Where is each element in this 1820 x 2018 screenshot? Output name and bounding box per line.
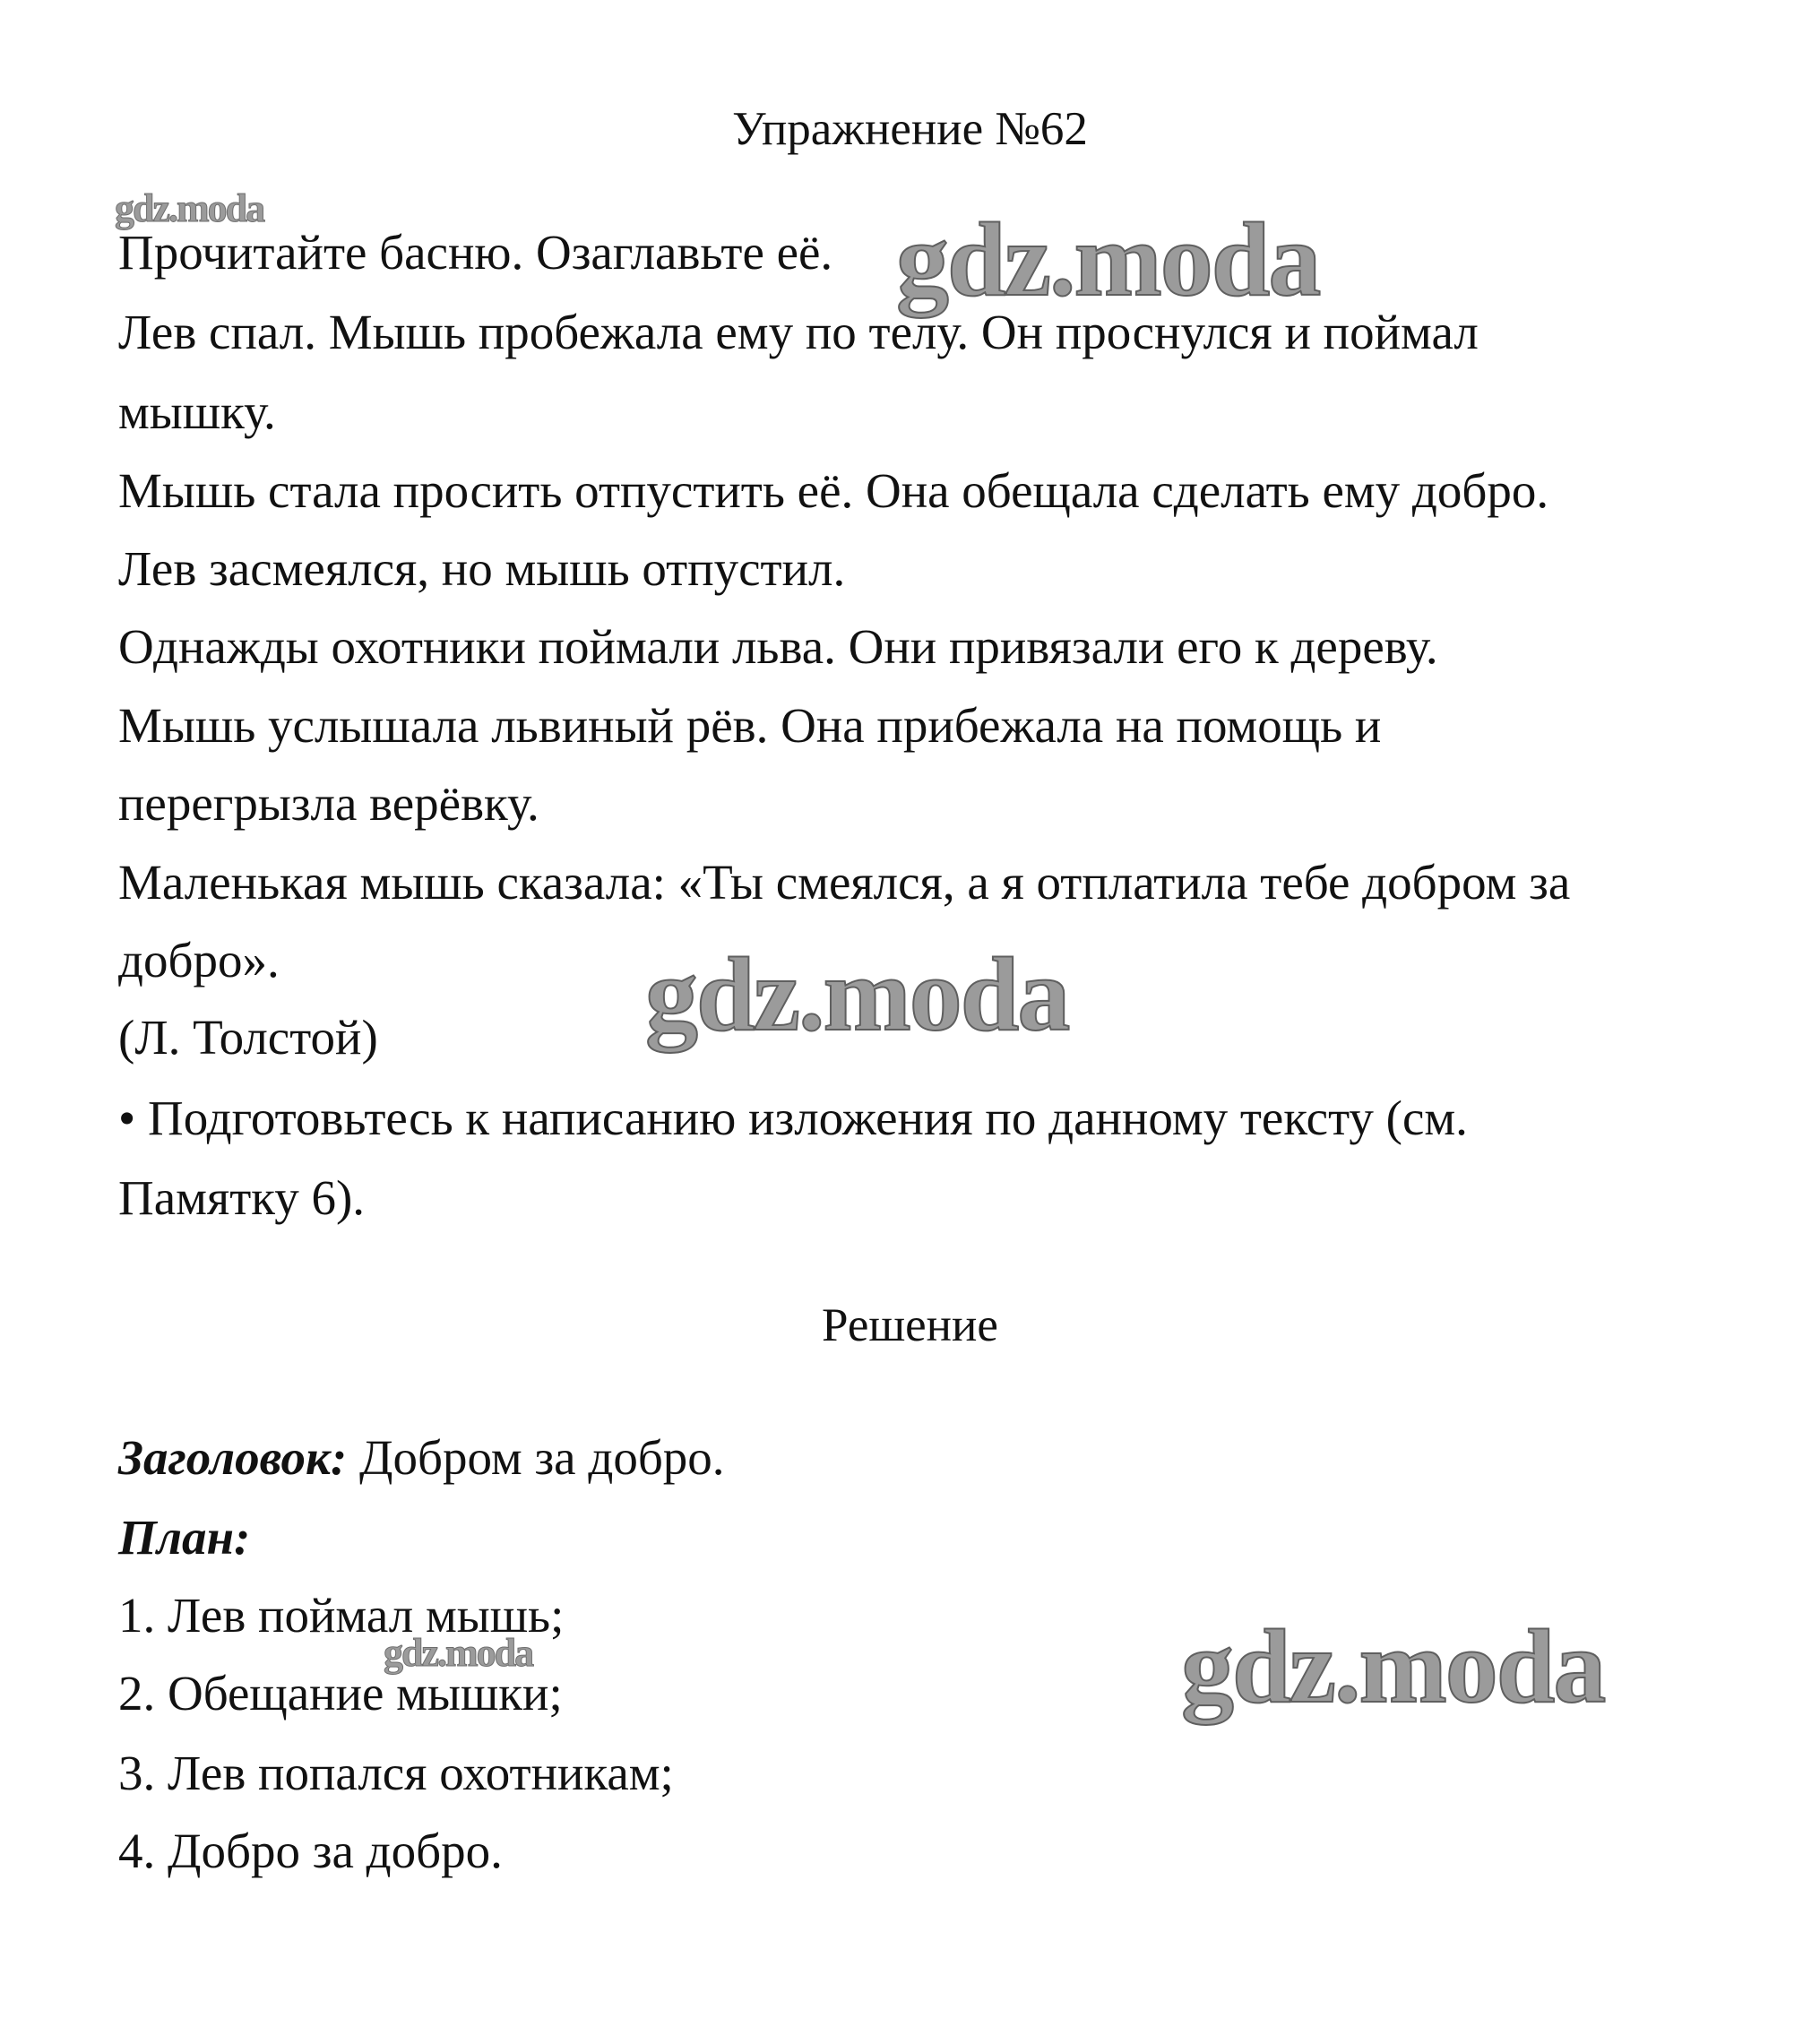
page-title: Упражнение №62 [732,103,1088,155]
plan-item: 4. Добро за добро. [118,1824,503,1878]
plan-item: 1. Лев поймал мышь; [118,1588,565,1643]
watermark: gdz.moda [896,201,1320,318]
task-line: Памятку 6). [118,1170,366,1225]
solution-title [118,1431,725,1485]
title-value: Добром за добро. [347,1430,725,1485]
task-line: мышку. [118,384,276,439]
task-line: Лев спал. Мышь пробежала ему по телу. Он проснулся и поймал [118,305,1479,359]
watermark: gdz.moda [1181,1608,1605,1725]
task-line: • Подготовьтесь к написанию изложения по данному тексту (см. [118,1091,1468,1145]
task-line: (Л. Толстой) [118,1010,378,1065]
watermark: gdz.moda [384,1631,533,1675]
task-line: Мышь стала просить отпустить её. Она обещала сделать ему добро. [118,463,1549,518]
task-line: Прочитайте басню. Озаглавьте её. [118,225,833,280]
task-line: Лев засмеялся, но мышь отпустил. [118,541,846,596]
task-line: Однажды охотники поймали льва. Они привязали его к дереву. [118,619,1438,674]
task-line: перегрызла верёвку. [118,776,539,831]
task-line: Маленькая мышь сказала: «Ты смеялся, а я отплатила тебе добром за [118,855,1571,910]
watermark: gdz.moda [115,186,264,230]
plan-item: 3. Лев попался охотникам; [118,1746,674,1800]
task-line: добро». [118,933,280,987]
watermark: gdz.moda [645,936,1069,1053]
title-label: Заголовок: [118,1430,348,1485]
plan-item: 2. Обещание мышки; [118,1666,563,1720]
plan-label: План: [118,1510,251,1565]
solution-heading: Решение [822,1299,998,1351]
task-line: Мышь услышала львиный рёв. Она прибежала на помощь и [118,698,1382,753]
